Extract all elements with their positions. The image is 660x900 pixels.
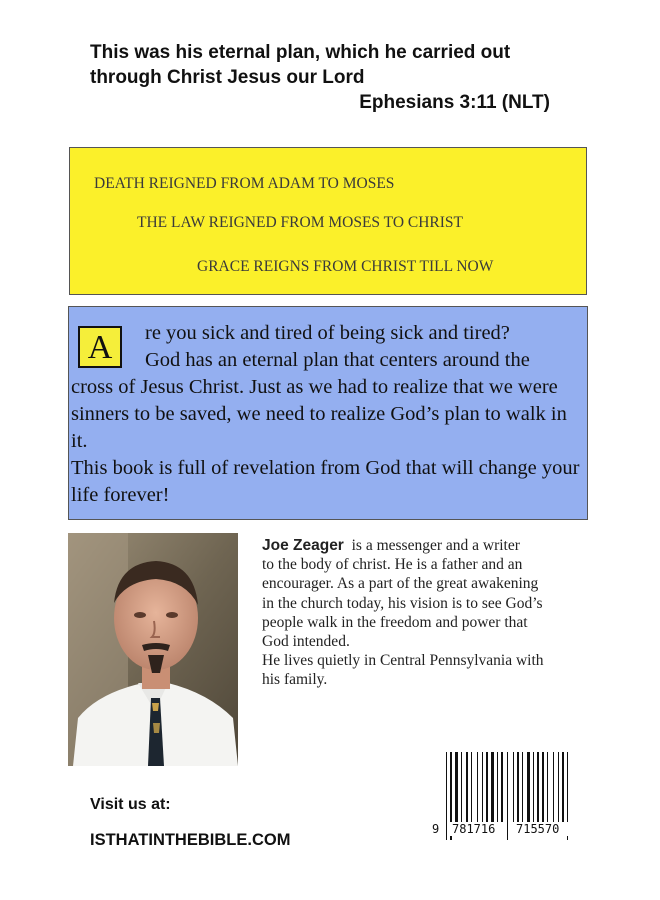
barcode-bar — [507, 752, 508, 840]
author-photo — [68, 533, 238, 766]
barcode-bar — [558, 752, 559, 822]
barcode-bar — [562, 752, 564, 822]
barcode-bar — [471, 752, 472, 822]
blurb-line: life forever! — [71, 484, 170, 506]
quote-reference: Ephesians 3:11 (NLT) — [359, 92, 550, 113]
bible-quote — [90, 40, 590, 115]
barcode-group-2: 715570 — [516, 822, 560, 836]
barcode-bar — [486, 752, 488, 822]
blurb-box — [68, 306, 588, 520]
barcode-bar — [455, 752, 458, 822]
reign-box — [69, 147, 587, 295]
author-portrait-image — [68, 533, 238, 766]
blurb-line: cross of Jesus Christ. Just as we had to realize that we were — [71, 376, 558, 398]
barcode-bar — [537, 752, 539, 822]
bio-line: He lives quietly in Central Pennsylvania with — [262, 652, 544, 670]
quote-line-1: This was his eternal plan, which he carried out — [90, 42, 511, 63]
bio-line: is a messenger and a writer — [351, 537, 520, 554]
barcode-bar — [547, 752, 548, 822]
bio-line: God intended. — [262, 633, 350, 651]
barcode-bar — [522, 752, 523, 822]
bio-line: encourager. As a part of the great awakening — [262, 575, 539, 593]
blurb-line: This book is full of revelation from God that will change your — [71, 457, 580, 479]
barcode-bar — [461, 752, 462, 822]
barcode-bar — [517, 752, 519, 822]
barcode-group-1: 781716 — [452, 822, 496, 836]
barcode-bar — [533, 752, 534, 822]
barcode-bar — [542, 752, 544, 822]
reign-line-grace: GRACE REIGNS FROM CHRIST TILL NOW — [197, 258, 494, 275]
blurb-line: sinners to be saved, we need to realize God’s plan to walk in — [71, 403, 567, 425]
barcode-bar — [491, 752, 494, 822]
author-bio — [262, 536, 602, 690]
visit-label: Visit us at: — [90, 796, 171, 813]
barcode-bar — [466, 752, 468, 822]
barcode-bar — [553, 752, 554, 822]
blurb-line: re you sick and tired of being sick and tired? — [145, 322, 510, 344]
author-name: Joe Zeager — [262, 537, 344, 554]
barcode-bar — [477, 752, 478, 822]
barcode-bar — [527, 752, 530, 822]
barcode-bar — [497, 752, 498, 822]
barcode-bar — [482, 752, 483, 822]
barcode-bar — [501, 752, 503, 822]
drop-cap: A — [78, 326, 122, 368]
bio-line: to the body of christ. He is a father and an — [262, 556, 523, 574]
quote-line-2: through Christ Jesus our Lord — [90, 67, 365, 88]
barcode-bar — [513, 752, 514, 822]
blurb-line: it. — [71, 430, 88, 452]
barcode-bar — [446, 752, 447, 840]
bio-line: in the church today, his vision is to see God’s — [262, 594, 543, 612]
website-link[interactable]: ISTHATINTHEBIBLE.COM — [90, 831, 291, 849]
bio-line: his family. — [262, 671, 328, 689]
blurb-line: God has an eternal plan that centers around the — [145, 349, 530, 371]
isbn-barcode — [428, 748, 588, 858]
barcode-prefix: 9 — [432, 822, 440, 836]
reign-line-law: THE LAW REIGNED FROM MOSES TO CHRIST — [137, 214, 464, 231]
reign-line-death: DEATH REIGNED FROM ADAM TO MOSES — [94, 175, 395, 192]
bio-line: people walk in the freedom and power that — [262, 613, 528, 631]
